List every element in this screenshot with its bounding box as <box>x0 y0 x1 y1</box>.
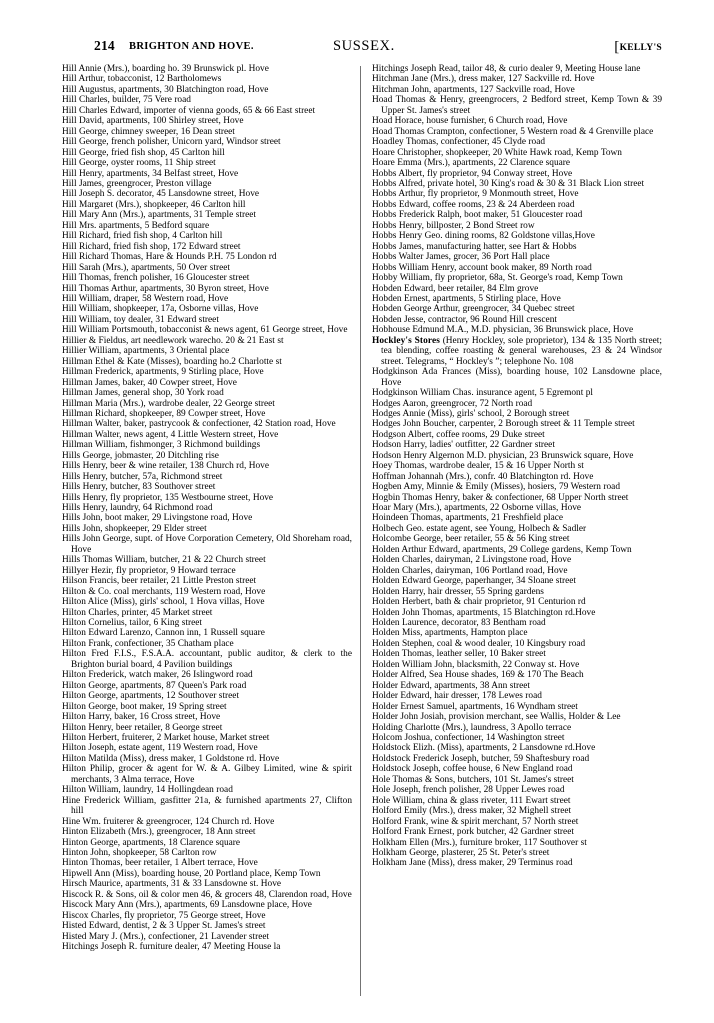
directory-entry: Hill Margaret (Mrs.), shopkeeper, 46 Carlton hill <box>62 199 246 210</box>
featured-business-name: Hockley's Stores <box>372 335 440 346</box>
directory-entry: Hoad Thomas & Henry, greengrocers, 2 Bedford street, Kemp Town & 39 Upper St. James's street <box>372 95 662 116</box>
directory-entry: Holcombe George, beer retailer, 55 & 56 King street <box>372 534 570 545</box>
directory-entry: Hill Henry, apartments, 34 Belfast street, Hove <box>62 168 239 179</box>
right-column <box>361 64 662 869</box>
directory-entry: Hinton George, apartments, 18 Clarence square <box>62 837 241 848</box>
directory-entry: Holden Harry, hair dresser, 55 Spring gardens <box>372 586 544 597</box>
directory-entry: Hodgkinson William Chas. insurance agent, 5 Egremont pl <box>372 388 593 399</box>
directory-entry: Hilton William, laundry, 14 Hollingdean road <box>62 785 233 796</box>
directory-entry: Hills John, shopkeeper, 29 Elder street <box>62 523 207 534</box>
directory-entry: Hills Henry, butcher, 57a, Richmond street <box>62 471 223 482</box>
directory-entry: Holkham Ellen (Mrs.), furniture broker, 117 Southover st <box>372 837 587 848</box>
directory-entry: Hill Thomas, french polisher, 16 Gloucester street <box>62 273 250 284</box>
directory-entry: Hoad Thomas Crampton, confectioner, 5 Western road & 4 Grenville place <box>372 126 654 137</box>
directory-entry: Hillman Walter, news agent, 4 Little Western street, Hove <box>62 429 279 440</box>
directory-entry: Hobbs William Henry, account book maker, 89 North road <box>372 262 592 273</box>
directory-entry: Hills Henry, beer & wine retailer, 138 Church rd, Hove <box>62 461 269 472</box>
directory-entry: Holden Edward George, paperhanger, 34 Sloane street <box>372 576 576 587</box>
directory-entry: Hill William, shopkeeper, 17a, Osborne villas, Hove <box>62 304 259 315</box>
column-divider-rule <box>360 66 361 996</box>
directory-entry: Hill Charles Edward, importer of vienna goods, 65 & 66 East street <box>62 105 316 116</box>
directory-entry: Holford Frank, wine & spirit merchant, 57 North street <box>372 816 579 827</box>
directory-entry: Hilton Frank, confectioner, 35 Chatham place <box>62 638 234 649</box>
directory-entry <box>372 336 662 367</box>
directory-entry: Hill Arthur, tobacconist, 12 Bartholomews <box>62 74 222 85</box>
directory-entry: Hill Richard Thomas, Hare & Hounds P.H. 75 London rd <box>62 252 277 263</box>
directory-entry: Hillman Ethel & Kate (Misses), boarding ho.2 Charlotte st <box>62 356 282 367</box>
directory-entry: Hilson Francis, beer retailer, 21 Little Preston street <box>62 576 257 587</box>
directory-entry: Hill Richard, fried fish shop, 172 Edward street <box>62 241 241 252</box>
directory-entry: Hilton Matilda (Miss), dress maker, 1 Goldstone rd. Hove <box>62 753 280 764</box>
directory-entry: Hill Richard, fried fish shop, 4 Carlton hill <box>62 231 223 242</box>
directory-entry: Hills Henry, butcher, 83 Southover street <box>62 482 216 493</box>
directory-entry: Hobden Edward, beer retailer, 84 Elm grove <box>372 283 539 294</box>
directory-entry: Hill William, draper, 58 Western road, Hove <box>62 293 229 304</box>
directory-entry: Holdstock Joseph, coffee house, 6 New England road <box>372 764 573 775</box>
directory-entry: Hodgson Albert, coffee rooms, 29 Duke street <box>372 429 545 440</box>
directory-entry: Holden Laurence, decorator, 83 Bentham road <box>372 618 546 629</box>
directory-entry: Hilton Charles, printer, 45 Market street <box>62 607 213 618</box>
directory-entry: Hobbs Arthur, fly proprietor, 9 Monmouth street, Hove <box>372 189 579 200</box>
directory-entry: Holden Stephen, coal & wood dealer, 10 Kingsbury road <box>372 638 586 649</box>
directory-entry: Hoare Christopher, shopkeeper, 20 White Hawk road, Kemp Town <box>372 147 622 158</box>
directory-entry: Hilton Edward Larenzo, Cannon inn, 1 Russell square <box>62 628 265 639</box>
directory-entry: Holden Thomas, leather seller, 10 Baker street <box>372 649 546 660</box>
directory-entry: Hirsch Maurice, apartments, 31 & 33 Lansdowne st. Hove <box>62 879 282 890</box>
directory-entry: Hill Thomas Arthur, apartments, 30 Byron street, Hove <box>62 283 269 294</box>
directory-entry: Hobby William, fly proprietor, 68a, St. George's road, Kemp Town <box>372 273 623 284</box>
directory-entry: Hillyer Hezir, fly proprietor, 9 Howard terrace <box>62 565 236 576</box>
directory-entry: Hobbs Edward, coffee rooms, 23 & 24 Aberdeen road <box>372 199 575 210</box>
directory-entry: Hill Sarah (Mrs.), apartments, 50 Over street <box>62 262 230 273</box>
directory-entry: Hill James, greengrocer, Preston village <box>62 178 212 189</box>
left-column <box>62 64 360 953</box>
publisher-name: KELLY'S <box>619 43 662 53</box>
directory-entry: Holbech Geo. estate agent, see Young, Holbech & Sadler <box>372 523 587 534</box>
directory-entry: Hobbs Albert, fly proprietor, 94 Conway street, Hove <box>372 168 573 179</box>
directory-columns <box>62 64 662 996</box>
directory-entry: Hilton Fred F.I.S., F.S.A.A. accountant, public auditor, & clerk to the Brighton burial board, 4 Pavilion buildings <box>62 649 352 670</box>
directory-entry: Hodson Harry, ladies' outfitter, 22 Gardner street <box>372 440 555 451</box>
directory-entry: Holkham Jane (Miss), dress maker, 29 Terminus road <box>372 858 573 869</box>
directory-entry: Hills Henry, laundry, 64 Richmond road <box>62 503 213 514</box>
directory-entry: Hiscock Mary Ann (Mrs.), apartments, 69 Lansdowne place, Hove <box>62 900 312 911</box>
directory-entry: Hine Frederick William, gasfitter 21a, & furnished apartments 27, Clifton hill <box>62 795 352 817</box>
directory-entry: Hoindeen Thomas, apartments, 21 Freshfield place <box>372 513 564 524</box>
directory-entry: Hiscox Charles, fly proprietor, 75 George street, Hove <box>62 910 266 921</box>
directory-entry: Hine Wm. fruiterer & greengrocer, 124 Church rd. Hove <box>62 816 275 827</box>
directory-entry: Hobbs Henry, billposter, 2 Bond Street row <box>372 220 535 231</box>
directory-entry: Hill George, french polisher, Unicorn yard, Windsor street <box>62 137 281 148</box>
directory-entry: Hole Thomas & Sons, butchers, 101 St. James's street <box>372 774 574 785</box>
directory-entry: Hipwell Ann (Miss), boarding house, 20 Portland place, Kemp Town <box>62 868 321 879</box>
directory-entry: Hill Charles, builder, 75 Vere road <box>62 95 191 106</box>
directory-entry: Hoffman Johannah (Mrs.), confr. 40 Blatchington rd. Hove <box>372 471 594 482</box>
directory-entry: Hilton Joseph, estate agent, 119 Western road, Hove <box>62 743 258 754</box>
directory-entry: Hitchings Joseph R. furniture dealer, 47 Meeting House la <box>62 942 281 953</box>
directory-entry: Hill David, apartments, 100 Shirley street, Hove <box>62 116 244 127</box>
directory-entry: Hobbs Frederick Ralph, boot maker, 51 Gloucester road <box>372 210 583 221</box>
directory-entry: Hoare Emma (Mrs.), apartments, 22 Clarence square <box>372 158 571 169</box>
directory-entry: Hilton Herbert, fruiterer, 2 Market house, Market street <box>62 733 270 743</box>
directory-entry: Hogbin Thomas Henry, baker & confectioner, 68 Upper North street <box>372 492 629 503</box>
directory-entry: Hiscock R. & Sons, oil & color men 46, & grocers 48, Clarendon road, Hove <box>62 889 352 900</box>
directory-entry: Holden Charles, dairyman, 2 Livingstone road, Hove <box>372 555 572 566</box>
directory-entry: Holford Frank Ernest, pork butcher, 42 Gardner street <box>372 827 574 838</box>
directory-entry: Hillman William, fishmonger, 3 Richmond buildings <box>62 440 261 451</box>
directory-entry: Hillman James, baker, 40 Cowper street, Hove <box>62 377 237 388</box>
directory-entry: Hinton John, shopkeeper, 58 Carlton row <box>62 847 217 858</box>
directory-entry: Hitchings Joseph Read, tailor 48, & curio dealer 9, Meeting House lane <box>372 64 641 74</box>
directory-entry: Hill William Portsmouth, tobacconist & news agent, 61 George street, Hove <box>62 325 348 336</box>
directory-entry: Hogben Amy, Minnie & Emily (Misses), hosiers, 79 Western road <box>372 482 620 493</box>
directory-entry: Holdstock Elizh. (Miss), apartments, 2 Lansdowne rd.Hove <box>372 743 596 754</box>
directory-entry: Hill Mrs. apartments, 5 Bedford square <box>62 220 210 231</box>
directory-entry: Hillman Richard, shopkeeper, 89 Cowper street, Hove <box>62 408 266 419</box>
directory-entry: Holcom Joshua, confectioner, 14 Washington street <box>372 733 565 743</box>
directory-entry: Hodges John Boucher, carpenter, 2 Borough street & 11 Temple street <box>372 419 635 430</box>
directory-entry: Hill Mary Ann (Mrs.), apartments, 31 Temple street <box>62 210 256 221</box>
directory-entry: Histed Mary J. (Mrs.), confectioner, 21 Lavender street <box>62 931 270 942</box>
directory-entry: Holding Charlotte (Mrs.), laundress, 3 Apollo terrace <box>372 722 572 733</box>
directory-entry: Hobbs Walter James, grocer, 36 Port Hall place <box>372 252 550 263</box>
directory-entry: Hitchman John, apartments, 127 Sackville road, Hove <box>372 84 575 95</box>
directory-entry: Hodges Annie (Miss), girls' school, 2 Borough street <box>372 408 570 419</box>
directory-entry: Hillier & Fieldus, art needlework warecho. 20 & 21 East st <box>62 335 284 346</box>
directory-entry: Holden Charles, dairyman, 106 Portland road, Hove <box>372 565 568 576</box>
featured-business-details: (Henry Hockley, sole proprietor), 134 & 135 North street; tea blending, coffee roasting & general warehouses, 23 & 24 Windsor street. Telegrams, “ Hockley's ”; telephone No. 108 <box>381 335 662 367</box>
directory-entry: Holder Alfred, Sea House shades, 169 & 170 The Beach <box>372 670 584 681</box>
directory-entry: Hill George, fried fish shop, 45 Carlton hill <box>62 147 225 158</box>
directory-entry: Hilton Alice (Miss), girls' school, 1 Hova villas, Hove <box>62 597 265 608</box>
directory-entry: Hillman Maria (Mrs.), wardrobe dealer, 22 George street <box>62 398 275 409</box>
directory-entry: Hinton Elizabeth (Mrs.), greengrocer, 18 Ann street <box>62 827 256 838</box>
directory-entry: Hilton Frederick, watch maker, 26 Islingword road <box>62 670 253 681</box>
directory-entry: Holden William John, blacksmith, 22 Conway st. Hove <box>372 659 580 670</box>
running-head-county: SUSSEX. <box>333 38 395 54</box>
directory-entry: Hillman James, general shop, 30 York road <box>62 388 224 399</box>
directory-entry: Hilton Philip, grocer & agent for W. & A. Gilbey Limited, wine & spirit merchants, 3 Alma terrace, Hove <box>62 764 352 785</box>
directory-entry: Hitchman Jane (Mrs.), dress maker, 127 Sackville rd. Hove <box>372 74 595 85</box>
directory-entry: Holden Miss, apartments, Hampton place <box>372 628 528 639</box>
directory-entry: Holden Herbert, bath & chair proprietor, 91 Centurion rd <box>372 597 586 608</box>
directory-entry: Hobden George Arthur, greengrocer, 34 Quebec street <box>372 304 575 315</box>
directory-entry: Hole Joseph, french polisher, 28 Upper Lewes road <box>372 785 565 796</box>
directory-entry: Hilton Harry, baker, 16 Cross street, Hove <box>62 712 221 723</box>
directory-entry: Hoar Mary (Mrs.), apartments, 22 Osborne villas, Hove <box>372 503 582 514</box>
open-bracket: [ <box>614 39 620 55</box>
running-head-publisher <box>614 39 662 56</box>
directory-entry: Hilton Cornelius, tailor, 6 King street <box>62 618 203 629</box>
directory-entry: Hobden Jesse, contractor, 96 Round Hill crescent <box>372 314 557 325</box>
directory-entry: Hilton Henry, beer retailer, 8 George street <box>62 722 223 733</box>
directory-entry: Hoad Horace, house furnisher, 6 Church road, Hove <box>372 116 568 127</box>
directory-entry: Holkham George, plasterer, 25 St. Peter's street <box>372 847 550 858</box>
directory-entry: Hills Henry, fly proprietor, 135 Westbourne street, Hove <box>62 492 274 503</box>
directory-entry: Hoey Thomas, wardrobe dealer, 15 & 16 Upper North st <box>372 461 584 472</box>
directory-entry: Hill Joseph S. decorator, 45 Lansdowne street, Hove <box>62 189 260 200</box>
directory-entry: Hobhouse Edmund M.A., M.D. physician, 36 Brunswick place, Hove <box>372 325 634 336</box>
directory-entry: Holder Ernest Samuel, apartments, 16 Wyndham street <box>372 701 578 712</box>
directory-entry: Hobbs Henry Geo. dining rooms, 82 Goldstone villas,Hove <box>372 231 595 242</box>
directory-entry: Histed Edward, dentist, 2 & 3 Upper St. James's street <box>62 921 266 932</box>
directory-entry: Hill Augustus, apartments, 30 Blatchington road, Hove <box>62 84 269 95</box>
directory-entry: Hill Annie (Mrs.), boarding ho. 39 Brunswick pl. Hove <box>62 64 269 74</box>
running-head-left-title: BRIGHTON AND HOVE. <box>129 41 254 52</box>
directory-entry: Hilton George, boot maker, 19 Spring street <box>62 701 227 712</box>
directory-entry: Hodges Aaron, greengrocer, 72 North road <box>372 398 533 409</box>
directory-entry: Hole William, china & glass riveter, 111 Ewart street <box>372 795 571 806</box>
directory-entry: Hobden Ernest, apartments, 5 Stirling place, Hove <box>372 293 561 304</box>
directory-entry: Hilton George, apartments, 12 Southover street <box>62 691 240 702</box>
directory-entry: Holdstock Frederick Joseph, butcher, 59 Shaftesbury road <box>372 753 590 764</box>
directory-entry: Hodgkinson Ada Frances (Miss), boarding house, 102 Lansdowne place, Hove <box>372 367 662 388</box>
directory-entry: Holden Arthur Edward, apartments, 29 College gardens, Kemp Town <box>372 544 632 555</box>
directory-entry: Hills John, boot maker, 29 Livingstone road, Hove <box>62 513 253 524</box>
directory-entry: Hills Thomas William, butcher, 21 & 22 Church street <box>62 555 266 566</box>
directory-entry: Hodson Henry Algernon M.D. physician, 23 Brunswick square, Hove <box>372 450 634 461</box>
directory-entry: Holder Edward, hair dresser, 178 Lewes road <box>372 691 542 702</box>
directory-entry: Holder John Josiah, provision merchant, see Wallis, Holder & Lee <box>372 712 621 723</box>
directory-entry: Hoadley Thomas, confectioner, 45 Clyde road <box>372 137 546 148</box>
directory-entry: Hilton George, apartments, 87 Queen's Park road <box>62 680 247 691</box>
directory-entry: Hill William, toy dealer, 31 Edward street <box>62 314 219 325</box>
directory-entry: Holden John Thomas, apartments, 15 Blatchington rd.Hove <box>372 607 596 618</box>
running-head <box>62 38 662 58</box>
directory-entry: Hobbs James, manufacturing hatter, see Hart & Hobbs <box>372 241 577 252</box>
directory-entry: Hill George, chimney sweeper, 16 Dean street <box>62 126 235 137</box>
directory-entry: Holder Edward, apartments, 38 Ann street <box>372 680 531 691</box>
directory-entry: Hilton & Co. coal merchants, 119 Western road, Hove <box>62 586 266 597</box>
directory-entry: Hillman Walter, baker, pastrycook & confectioner, 42 Station road, Hove <box>62 419 336 430</box>
directory-entry: Hinton Thomas, beer retailer, 1 Albert terrace, Hove <box>62 858 258 869</box>
directory-entry: Hillman Frederick, apartments, 9 Stirling place, Hove <box>62 367 264 378</box>
directory-entry: Hillier William, apartments, 3 Oriental place <box>62 346 230 357</box>
directory-entry: Hills John George, supt. of Hove Corporation Cemetery, Old Shoreham road, Hove <box>62 534 352 555</box>
directory-entry: Hobbs Alfred, private hotel, 30 King's road & 30 & 31 Black Lion street <box>372 178 645 189</box>
directory-entry: Holford Emily (Mrs.), dress maker, 32 Mighell street <box>372 806 572 817</box>
directory-entry: Hills George, jobmaster, 20 Ditchling rise <box>62 450 219 461</box>
page-number: 214 <box>94 38 115 53</box>
directory-entry: Hill George, oyster rooms, 11 Ship street <box>62 158 216 169</box>
